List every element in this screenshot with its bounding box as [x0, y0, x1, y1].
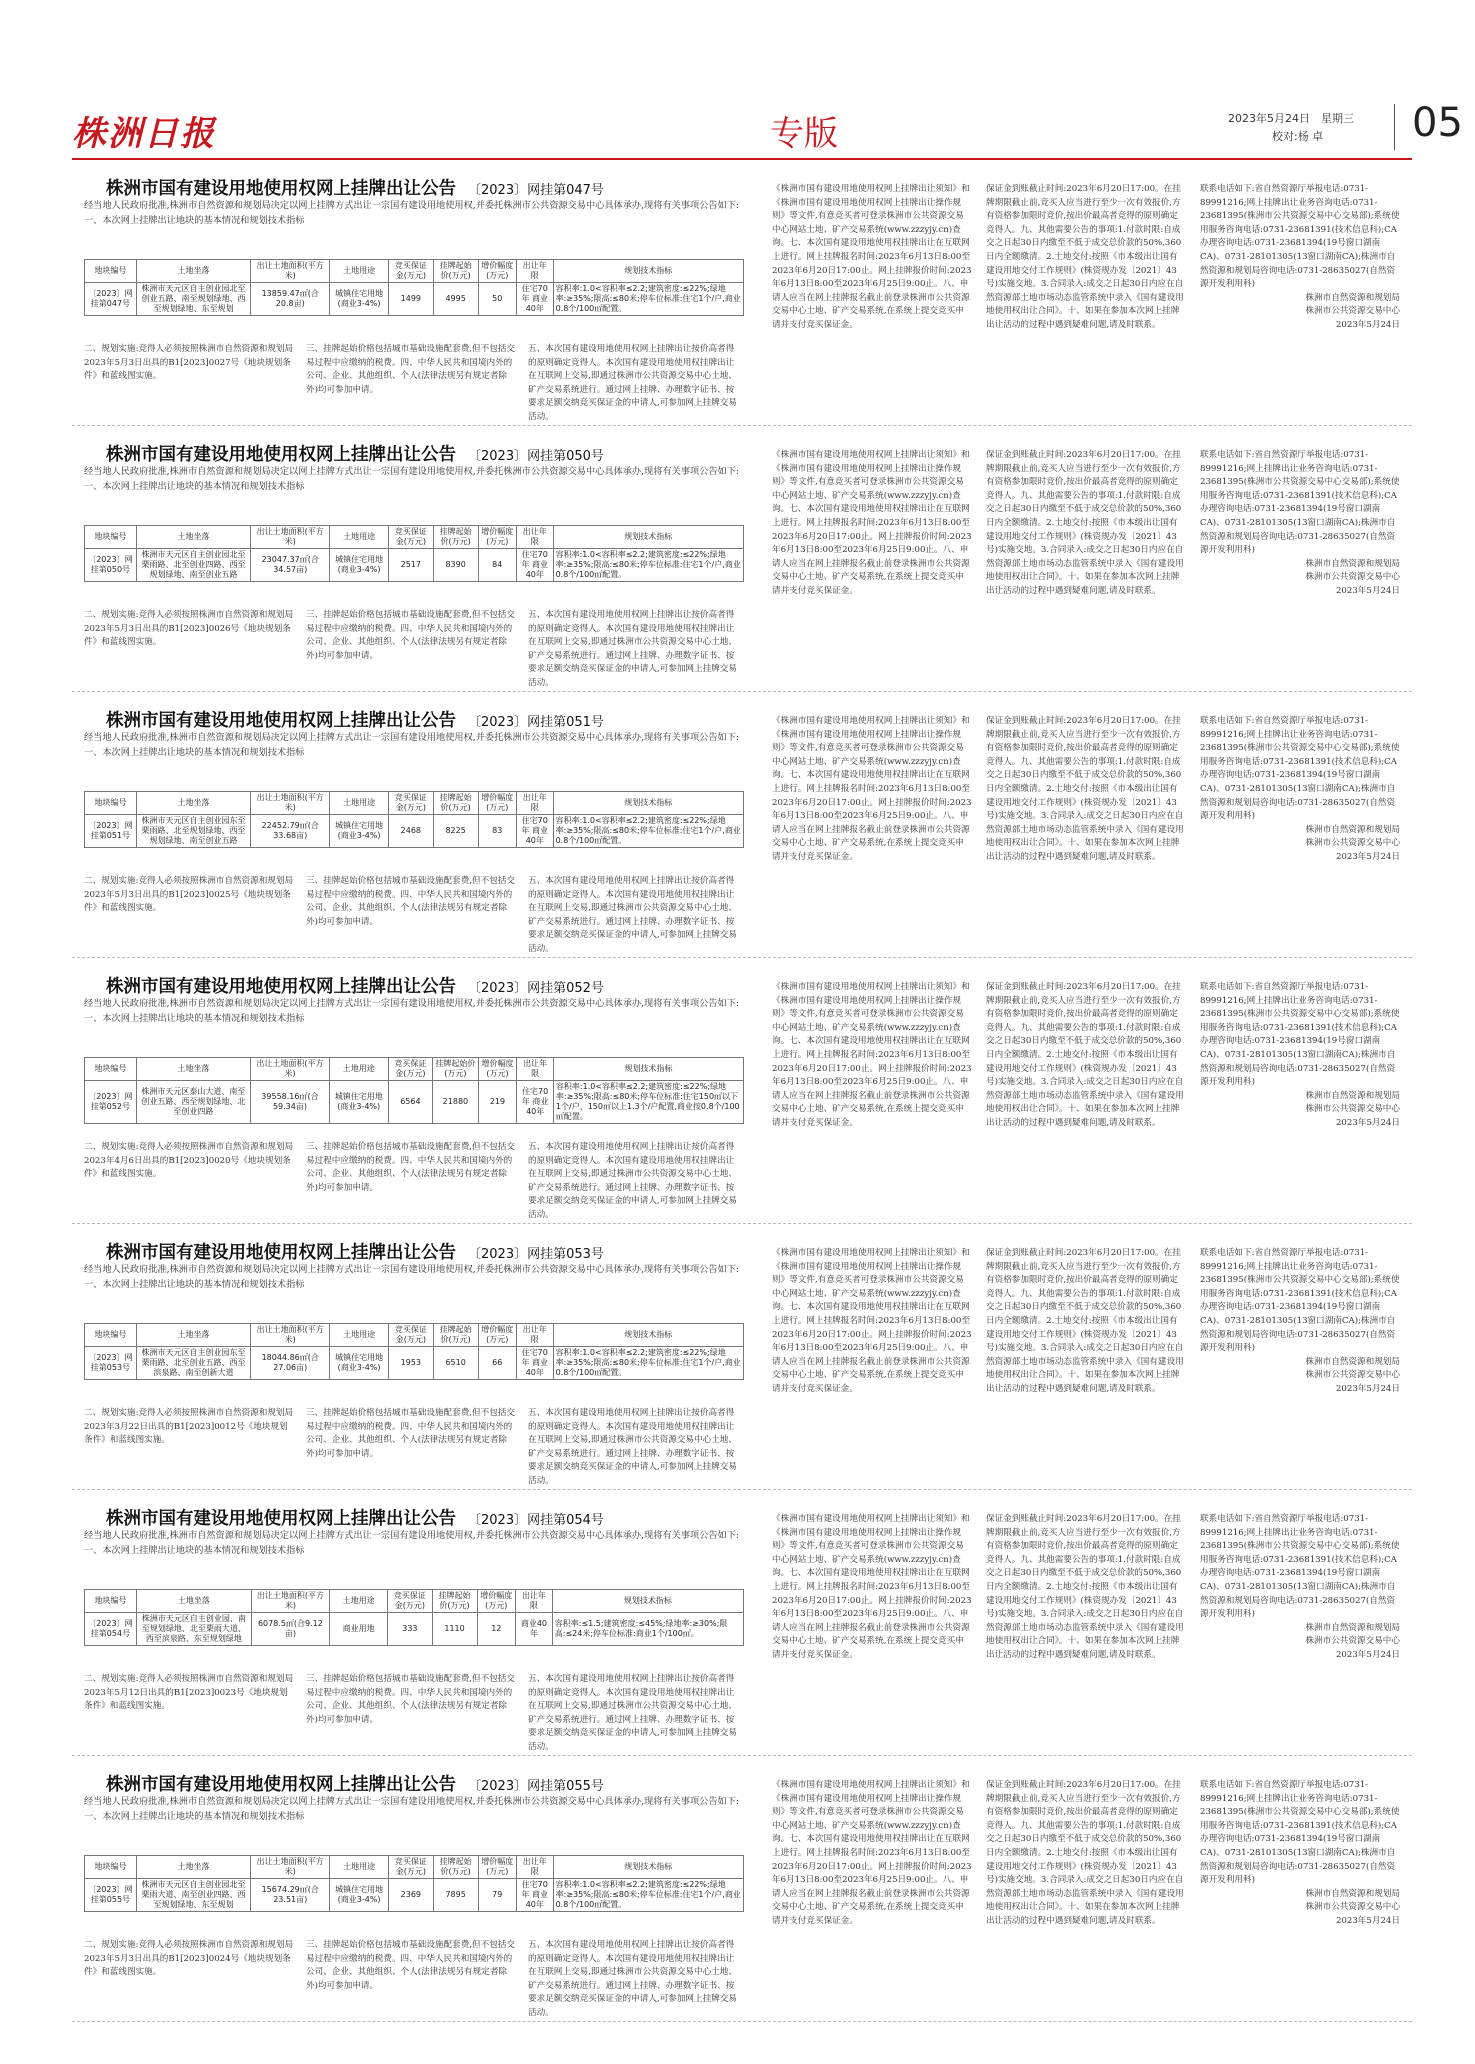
right-column: 《株洲市国有建设用地使用权网上挂牌出让须知》和《株洲市国有建设用地使用权网上挂牌出让操作规则》等文件,有意竞买者可登录株洲市公共资源交易中心网站土地、矿产交易系统(www.zzzyjy.cn)查询。七、本次国有建设用地使用权挂牌出让在互联网上进行。网上挂牌报名时间:2023年6月13日8:00至2023年6月20日17:00止。网上挂牌报价时间:2023年6月13日8:00至2023年6月25日9:00止。八、申请人应当在网上挂牌报名截止前登录株洲市公共资源交易中心土地、矿产交易系统,在系统上提交竞买申请并支付竞买保证金。: [772, 1514, 972, 1660]
issuer-name: 株洲市公共资源交易中心: [1305, 306, 1400, 317]
issuer-name: 株洲市自然资源和规划局: [1305, 1888, 1400, 1899]
table-cell: 城镇住宅用地(商业3-4%): [330, 1347, 389, 1380]
intro-text: 经当地人民政府批准,株洲市自然资源和规划局决定以网上挂牌方式出让一宗国有建设用地使用权,并委托株洲市公共资源交易中心具体承办,现将有关事项公告如下:: [84, 732, 739, 743]
table-cell: 城镇住宅用地(商业3-4%): [329, 1081, 388, 1124]
notice-intro: [84, 1263, 744, 1292]
notice-title: 株洲市国有建设用地使用权网上挂牌出让公告 〔2023〕网挂第055号: [106, 1775, 604, 1795]
table-cell: 22452.79㎡(合33.68亩): [251, 815, 330, 848]
body-column: 五、本次国有建设用地使用权网上挂牌出让按价高者得的原则确定竞得人。本次国有建设用地使用权挂牌出让在互联网上交易,即通过株洲市公共资源交易中心土地、矿产交易系统进行。通过网上挂牌、办理数字证书、按要求足额交纳竞买保证金的申请人,可参加网上挂牌交易活动。: [528, 1408, 737, 1486]
table-header-cell: 挂牌起始价(万元): [433, 1856, 478, 1879]
notice-code: 〔2023〕网挂第047号: [468, 183, 604, 198]
table-cell: 21880: [433, 1081, 478, 1124]
contact-info: 联系电话如下:省自然资源厅举报电话:0731-89991216;网上挂牌出让业务咨询电话:0731-23681395(株洲市公共资源交易中心交易部);系统使用服务咨询电话:0731-23681391(技术信息科);CA办理咨询电话:0731-23681394(19号窗口湖南CA)、0731-28101305(13窗口湖南CA);株洲市自然资源和规划局咨询电话:0731-28635027(自然资源开发利用科): [1200, 1514, 1400, 1620]
table-cell: 23047.37㎡(合34.57亩): [251, 549, 330, 582]
table-cell: 〔2023〕网挂第047号: [85, 283, 137, 316]
notice-title: 株洲市国有建设用地使用权网上挂牌出让公告 〔2023〕网挂第052号: [106, 977, 604, 997]
intro-text: 经当地人民政府批准,株洲市自然资源和规划局决定以网上挂牌方式出让一宗国有建设用地使用权,并委托株洲市公共资源交易中心具体承办,现将有关事项公告如下:: [84, 200, 739, 211]
table-header-cell: 土地用途: [330, 1856, 389, 1879]
table-header-cell: 出让土地面积(平方米): [251, 526, 330, 549]
issue-date: 2023年5月24日: [1335, 319, 1400, 330]
table-header-cell: 出让年限: [517, 792, 554, 815]
table-cell: 18044.86㎡(合27.06亩): [251, 1347, 330, 1380]
table-header-row: [85, 1856, 744, 1879]
land-table: [84, 1589, 744, 1646]
table-header-row: [85, 1324, 744, 1347]
notice-title: 株洲市国有建设用地使用权网上挂牌出让公告 〔2023〕网挂第054号: [106, 1509, 604, 1529]
notice-intro: [84, 1529, 744, 1558]
contact-info: 联系电话如下:省自然资源厅举报电话:0731-89991216;网上挂牌出让业务咨询电话:0731-23681395(株洲市公共资源交易中心交易部);系统使用服务咨询电话:0731-23681391(技术信息科);CA办理咨询电话:0731-23681394(19号窗口湖南CA)、0731-28101305(13窗口湖南CA);株洲市自然资源和规划局咨询电话:0731-28635027(自然资源开发利用科): [1200, 982, 1400, 1088]
land-notice: [72, 1495, 1412, 1756]
table-row: [85, 1081, 744, 1124]
land-notice: [72, 1761, 1412, 2022]
table-cell: 333: [388, 1613, 432, 1646]
table-cell: 6510: [433, 1347, 478, 1380]
land-table: [84, 1057, 744, 1124]
table-cell: 城镇住宅用地(商业3-4%): [330, 1879, 389, 1912]
table-header-cell: 增价幅度(万元): [477, 1590, 516, 1613]
table-cell: 1499: [388, 283, 433, 316]
contact-info: 联系电话如下:省自然资源厅举报电话:0731-89991216;网上挂牌出让业务咨询电话:0731-23681395(株洲市公共资源交易中心交易部);系统使用服务咨询电话:0731-23681391(技术信息科);CA办理咨询电话:0731-23681394(19号窗口湖南CA)、0731-28101305(13窗口湖南CA);株洲市自然资源和规划局咨询电话:0731-28635027(自然资源开发利用科): [1200, 184, 1400, 290]
issuer-name: 株洲市自然资源和规划局: [1305, 1356, 1400, 1367]
contact-info: 联系电话如下:省自然资源厅举报电话:0731-89991216;网上挂牌出让业务咨询电话:0731-23681395(株洲市公共资源交易中心交易部);系统使用服务咨询电话:0731-23681391(技术信息科);CA办理咨询电话:0731-23681394(19号窗口湖南CA)、0731-28101305(13窗口湖南CA);株洲市自然资源和规划局咨询电话:0731-28635027(自然资源开发利用科): [1200, 450, 1400, 556]
notice-intro: [84, 997, 744, 1026]
table-row: [85, 283, 744, 316]
table-cell: 容积率:≤1.5;建筑密度:≤45%;绿地率:≥30%;限高:≤24米;停车位标准:商业1个/100㎡。: [552, 1613, 743, 1646]
body-column: 三、挂牌起始价格包括城市基础设施配套费,但不包括交易过程中应缴纳的税费。四、中华人民共和国境内外的公司、企业、其他组织、个人(法律法规另有规定者除外)均可参加申请。: [306, 1940, 515, 1991]
table-header-cell: 土地坐落: [136, 1856, 250, 1879]
table-cell: 住宅70年 商业40年: [517, 815, 554, 848]
table-header-cell: 竞买保证金(万元): [388, 526, 433, 549]
table-header-cell: 挂牌起始价(万元): [433, 526, 478, 549]
right-column: 《株洲市国有建设用地使用权网上挂牌出让须知》和《株洲市国有建设用地使用权网上挂牌出让操作规则》等文件,有意竞买者可登录株洲市公共资源交易中心网站土地、矿产交易系统(www.zzzyjy.cn)查询。七、本次国有建设用地使用权挂牌出让在互联网上进行。网上挂牌报名时间:2023年6月13日8:00至2023年6月20日17:00止。网上挂牌报价时间:2023年6月13日8:00至2023年6月25日9:00止。八、申请人应当在网上挂牌报名截止前登录株洲市公共资源交易中心土地、矿产交易系统,在系统上提交竞买申请并支付竞买保证金。: [772, 1248, 972, 1394]
body-column: 五、本次国有建设用地使用权网上挂牌出让按价高者得的原则确定竞得人。本次国有建设用地使用权挂牌出让在互联网上交易,即通过株洲市公共资源交易中心土地、矿产交易系统进行。通过网上挂牌、办理数字证书、按要求足额交纳竞买保证金的申请人,可参加网上挂牌交易活动。: [528, 610, 737, 688]
table-cell: 城镇住宅用地(商业3-4%): [330, 549, 389, 582]
body-column: [84, 1673, 294, 1714]
table-header-cell: 竞买保证金(万元): [388, 1856, 433, 1879]
notice-intro: [84, 731, 744, 760]
intro-item: 一、本次网上挂牌出让地块的基本情况和规划技术指标: [84, 480, 305, 492]
table-header-cell: 地块编号: [85, 260, 137, 283]
table-header-cell: 土地用途: [330, 1590, 388, 1613]
table-cell: 8390: [433, 549, 478, 582]
right-column: 保证金到账截止时间:2023年6月20日17:00。在挂牌期限截止前,竞买人应当进行至少一次有效报价,方有资格参加限时竞价,按出价最高者竞得的原则确定竞得人。九、其他需要公告的事项:1.付款时限:自成交之日起30日内缴至不低于成交总价款的50%,360日内全额缴清。2.土地交付:按照《市本级出让国有建设用地交付工作规则》(株资规办发〔2021〕43号)实施交地。3.合同录入:成交之日起30日内应在自然资源部土地市场动态监管系统中录入《国有建设用地使用权出让合同》。十、如果在参加本次网上挂牌出让活动的过程中遇到疑难问题,请及时联系。: [986, 1780, 1184, 1926]
table-row: [85, 1347, 744, 1380]
table-cell: 〔2023〕网挂第053号: [85, 1347, 137, 1380]
issuer-name: 株洲市自然资源和规划局: [1305, 1622, 1400, 1633]
body-column: 五、本次国有建设用地使用权网上挂牌出让按价高者得的原则确定竞得人。本次国有建设用地使用权挂牌出让在互联网上交易,即通过株洲市公共资源交易中心土地、矿产交易系统进行。通过网上挂牌、办理数字证书、按要求足额交纳竞买保证金的申请人,可参加网上挂牌交易活动。: [528, 344, 737, 422]
right-column: [1200, 183, 1400, 333]
table-header-cell: 增价幅度(万元): [478, 526, 516, 549]
body-column: 三、挂牌起始价格包括城市基础设施配套费,但不包括交易过程中应缴纳的税费。四、中华人民共和国境内外的公司、企业、其他组织、个人(法律法规另有规定者除外)均可参加申请。: [306, 1674, 515, 1725]
notice-code: 〔2023〕网挂第052号: [468, 981, 604, 996]
notice-title: 株洲市国有建设用地使用权网上挂牌出让公告 〔2023〕网挂第050号: [106, 445, 604, 465]
land-notice: [72, 165, 1412, 426]
right-column: 保证金到账截止时间:2023年6月20日17:00。在挂牌期限截止前,竞买人应当进行至少一次有效报价,方有资格参加限时竞价,按出价最高者竞得的原则确定竞得人。九、其他需要公告的事项:1.付款时限:自成交之日起30日内缴至不低于成交总价款的50%,360日内全额缴清。2.土地交付:按照《市本级出让国有建设用地交付工作规则》(株资规办发〔2021〕43号)实施交地。3.合同录入:成交之日起30日内应在自然资源部土地市场动态监管系统中录入《国有建设用地使用权出让合同》。十、如果在参加本次网上挂牌出让活动的过程中遇到疑难问题,请及时联系。: [986, 1514, 1184, 1660]
table-header-cell: 挂牌起始价(万元): [433, 260, 478, 283]
body-column: 三、挂牌起始价格包括城市基础设施配套费,但不包括交易过程中应缴纳的税费。四、中华人民共和国境内外的公司、企业、其他组织、个人(法律法规另有规定者除外)均可参加申请。: [306, 344, 515, 395]
table-header-row: [85, 260, 744, 283]
table-header-cell: 出让年限: [517, 526, 554, 549]
table-cell: 容积率:1.0<容积率≤2.2;建筑密度:≤22%;绿地率:≥35%;限高:≤80米;停车位标准:住宅1个/户,商业0.8个/100㎡配置。: [553, 283, 743, 316]
table-header-cell: 土地坐落: [136, 1590, 251, 1613]
table-cell: 1110: [432, 1613, 477, 1646]
body-column: [84, 1939, 294, 1980]
table-cell: 株洲市天元区自主创业园北至栗雨大道、南至创业四路、西至规划绿地、东至规划: [136, 1879, 250, 1912]
table-row: [85, 815, 744, 848]
table-cell: 6078.5㎡(合9.12亩): [251, 1613, 329, 1646]
proofreader: 校对:杨 卓: [1272, 130, 1324, 143]
table-cell: 城镇住宅用地(商业3-4%): [330, 283, 389, 316]
body-column: 三、挂牌起始价格包括城市基础设施配套费,但不包括交易过程中应缴纳的税费。四、中华人民共和国境内外的公司、企业、其他组织、个人(法律法规另有规定者除外)均可参加申请。: [306, 1408, 515, 1459]
table-header-cell: 土地用途: [330, 260, 389, 283]
issuer-name: 株洲市公共资源交易中心: [1305, 1902, 1400, 1913]
table-cell: 容积率:1.0<容积率≤2.2;建筑密度:≤22%;绿地率:≥35%;限高:≤80米;停车位标准:住宅1个/户,商业0.8个/100㎡配置。: [553, 1879, 743, 1912]
table-header-cell: 挂牌起始价(万元): [433, 1058, 478, 1081]
table-cell: 39558.16㎡(合59.34亩): [251, 1081, 330, 1124]
table-header-cell: 规划技术指标: [552, 1590, 743, 1613]
table-header-cell: 地块编号: [85, 1324, 137, 1347]
intro-item: 一、本次网上挂牌出让地块的基本情况和规划技术指标: [84, 1810, 305, 1822]
table-header-cell: 挂牌起始价(万元): [432, 1590, 477, 1613]
table-header-cell: 规划技术指标: [553, 526, 743, 549]
table-header-row: [85, 1058, 744, 1081]
newspaper-logo: 株洲日报: [72, 114, 216, 154]
right-column: 《株洲市国有建设用地使用权网上挂牌出让须知》和《株洲市国有建设用地使用权网上挂牌出让操作规则》等文件,有意竞买者可登录株洲市公共资源交易中心网站土地、矿产交易系统(www.zzzyjy.cn)查询。七、本次国有建设用地使用权挂牌出让在互联网上进行。网上挂牌报名时间:2023年6月13日8:00至2023年6月20日17:00止。网上挂牌报价时间:2023年6月13日8:00至2023年6月25日9:00止。八、申请人应当在网上挂牌报名截止前登录株洲市公共资源交易中心土地、矿产交易系统,在系统上提交竞买申请并支付竞买保证金。: [772, 1780, 972, 1926]
table-header-cell: 增价幅度(万元): [478, 260, 516, 283]
right-column: 保证金到账截止时间:2023年6月20日17:00。在挂牌期限截止前,竞买人应当进行至少一次有效报价,方有资格参加限时竞价,按出价最高者竞得的原则确定竞得人。九、其他需要公告的事项:1.付款时限:自成交之日起30日内缴至不低于成交总价款的50%,360日内全额缴清。2.土地交付:按照《市本级出让国有建设用地交付工作规则》(株资规办发〔2021〕43号)实施交地。3.合同录入:成交之日起30日内应在自然资源部土地市场动态监管系统中录入《国有建设用地使用权出让合同》。十、如果在参加本次网上挂牌出让活动的过程中遇到疑难问题,请及时联系。: [986, 184, 1184, 330]
body-column: 五、本次国有建设用地使用权网上挂牌出让按价高者得的原则确定竞得人。本次国有建设用地使用权挂牌出让在互联网上交易,即通过株洲市公共资源交易中心土地、矿产交易系统进行。通过网上挂牌、办理数字证书、按要求足额交纳竞买保证金的申请人,可参加网上挂牌交易活动。: [528, 876, 737, 954]
planning-text: 二、规划实施:竞得人必须按照株洲市自然资源和规划局2023年5月12日出具的B1[2023]0023号《地块规划条件》和蓝线图实施。: [84, 1674, 294, 1712]
notice-code: 〔2023〕网挂第051号: [468, 715, 604, 730]
table-header-cell: 挂牌起始价(万元): [433, 1324, 478, 1347]
table-header-cell: 地块编号: [85, 1590, 137, 1613]
table-header-cell: 出让土地面积(平方米): [251, 260, 330, 283]
right-column: [1200, 1779, 1400, 1929]
table-cell: 株洲市天元区自主创业园、南至规划绿地、北至栗雨大道、西至滨泉路、东至规划绿地: [136, 1613, 251, 1646]
table-cell: 2468: [388, 815, 433, 848]
issuer-name: 株洲市公共资源交易中心: [1305, 1636, 1400, 1647]
table-header-cell: 土地坐落: [136, 260, 250, 283]
table-header-cell: 竞买保证金(万元): [388, 1324, 433, 1347]
table-header-cell: 土地坐落: [136, 792, 250, 815]
table-cell: 66: [478, 1347, 516, 1380]
table-cell: 株洲市天元区自主创业园北至栗雨路、北至创业四路、西至规划绿地、南至创业五路: [136, 549, 250, 582]
right-column: [1200, 1513, 1400, 1663]
issuer-name: 株洲市自然资源和规划局: [1305, 1090, 1400, 1101]
body-column: [84, 875, 294, 916]
intro-text: 经当地人民政府批准,株洲市自然资源和规划局决定以网上挂牌方式出让一宗国有建设用地使用权,并委托株洲市公共资源交易中心具体承办,现将有关事项公告如下:: [84, 1530, 739, 1541]
notice-intro: [84, 465, 744, 494]
table-header-cell: 出让年限: [516, 1590, 553, 1613]
table-cell: 株洲市天元区自主创业园东至栗雨路、北至创业五路、西至滨泉路、南至创新大道: [136, 1347, 250, 1380]
table-header-cell: 地块编号: [85, 1856, 137, 1879]
table-cell: 2517: [388, 549, 433, 582]
table-header-cell: 出让年限: [517, 1058, 554, 1081]
table-header-cell: 土地用途: [330, 526, 389, 549]
table-cell: 6564: [388, 1081, 433, 1124]
table-cell: 〔2023〕网挂第052号: [85, 1081, 137, 1124]
table-header-cell: 出让土地面积(平方米): [251, 1058, 330, 1081]
table-cell: 住宅70年 商业40年: [517, 1879, 554, 1912]
table-cell: 住宅70年 商业40年: [517, 1347, 554, 1380]
land-notice: [72, 697, 1412, 958]
planning-text: 二、规划实施:竞得人必须按照株洲市自然资源和规划局2023年5月3日出具的B1[2023]0027号《地块规划条件》和蓝线图实施。: [84, 344, 294, 382]
right-column: [1200, 449, 1400, 599]
table-header-cell: 土地坐落: [136, 526, 250, 549]
intro-item: 一、本次网上挂牌出让地块的基本情况和规划技术指标: [84, 1544, 305, 1556]
table-cell: 容积率:1.0<容积率≤2.2;建筑密度:≤22%;绿地率:≥35%;限高:≤80米;停车位标准:住宅1个/户,商业0.8个/100㎡配置。: [553, 549, 743, 582]
right-column: 保证金到账截止时间:2023年6月20日17:00。在挂牌期限截止前,竞买人应当进行至少一次有效报价,方有资格参加限时竞价,按出价最高者竞得的原则确定竞得人。九、其他需要公告的事项:1.付款时限:自成交之日起30日内缴至不低于成交总价款的50%,360日内全额缴清。2.土地交付:按照《市本级出让国有建设用地交付工作规则》(株资规办发〔2021〕43号)实施交地。3.合同录入:成交之日起30日内应在自然资源部土地市场动态监管系统中录入《国有建设用地使用权出让合同》。十、如果在参加本次网上挂牌出让活动的过程中遇到疑难问题,请及时联系。: [986, 982, 1184, 1128]
notice-title: 株洲市国有建设用地使用权网上挂牌出让公告 〔2023〕网挂第053号: [106, 1243, 604, 1263]
body-column: [84, 1407, 294, 1448]
issue-date: 2023年5月24日: [1335, 1383, 1400, 1394]
intro-item: 一、本次网上挂牌出让地块的基本情况和规划技术指标: [84, 1012, 305, 1024]
page-number: 05: [1412, 100, 1463, 146]
land-table: [84, 525, 744, 582]
planning-text: 二、规划实施:竞得人必须按照株洲市自然资源和规划局2023年5月3日出具的B1[2023]0025号《地块规划条件》和蓝线图实施。: [84, 876, 294, 914]
table-header-cell: 竞买保证金(万元): [388, 260, 433, 283]
right-column: 《株洲市国有建设用地使用权网上挂牌出让须知》和《株洲市国有建设用地使用权网上挂牌出让操作规则》等文件,有意竞买者可登录株洲市公共资源交易中心网站土地、矿产交易系统(www.zzzyjy.cn)查询。七、本次国有建设用地使用权挂牌出让在互联网上进行。网上挂牌报名时间:2023年6月13日8:00至2023年6月20日17:00止。网上挂牌报价时间:2023年6月13日8:00至2023年6月25日9:00止。八、申请人应当在网上挂牌报名截止前登录株洲市公共资源交易中心土地、矿产交易系统,在系统上提交竞买申请并支付竞买保证金。: [772, 184, 972, 330]
intro-text: 经当地人民政府批准,株洲市自然资源和规划局决定以网上挂牌方式出让一宗国有建设用地使用权,并委托株洲市公共资源交易中心具体承办,现将有关事项公告如下:: [84, 1796, 739, 1807]
table-header-row: [85, 792, 744, 815]
right-column: [1200, 981, 1400, 1131]
table-cell: 容积率:1.0<容积率≤2.2;建筑密度:≤22%;绿地率:≥35%;限高:≤80米;停车位标准:住宅1个/户,商业0.8个/100㎡配置。: [553, 1347, 743, 1380]
table-cell: 住宅70年 商业40年: [517, 1081, 554, 1124]
right-column: 保证金到账截止时间:2023年6月20日17:00。在挂牌期限截止前,竞买人应当进行至少一次有效报价,方有资格参加限时竞价,按出价最高者竞得的原则确定竞得人。九、其他需要公告的事项:1.付款时限:自成交之日起30日内缴至不低于成交总价款的50%,360日内全额缴清。2.土地交付:按照《市本级出让国有建设用地交付工作规则》(株资规办发〔2021〕43号)实施交地。3.合同录入:成交之日起30日内应在自然资源部土地市场动态监管系统中录入《国有建设用地使用权出让合同》。十、如果在参加本次网上挂牌出让活动的过程中遇到疑难问题,请及时联系。: [986, 1248, 1184, 1394]
table-cell: 〔2023〕网挂第050号: [85, 549, 137, 582]
table-cell: 83: [478, 815, 516, 848]
masthead: [72, 100, 1463, 160]
table-header-cell: 竞买保证金(万元): [388, 792, 433, 815]
table-header-cell: 地块编号: [85, 1058, 137, 1081]
table-header-cell: 出让年限: [517, 260, 554, 283]
table-header-cell: 规划技术指标: [553, 260, 743, 283]
table-cell: 15674.29㎡(合23.51亩): [251, 1879, 330, 1912]
table-cell: 株洲市天元区自主创业园东至栗雨路、北至规划绿地、西至规划绿地、南至创业五路: [136, 815, 250, 848]
body-column: [84, 1141, 294, 1182]
issue-date: 2023年5月24日 星期三: [1228, 112, 1354, 125]
table-header-cell: 土地用途: [330, 1324, 389, 1347]
right-column: 《株洲市国有建设用地使用权网上挂牌出让须知》和《株洲市国有建设用地使用权网上挂牌出让操作规则》等文件,有意竞买者可登录株洲市公共资源交易中心网站土地、矿产交易系统(www.zzzyjy.cn)查询。七、本次国有建设用地使用权挂牌出让在互联网上进行。网上挂牌报名时间:2023年6月13日8:00至2023年6月20日17:00止。网上挂牌报价时间:2023年6月13日8:00至2023年6月25日9:00止。八、申请人应当在网上挂牌报名截止前登录株洲市公共资源交易中心土地、矿产交易系统,在系统上提交竞买申请并支付竞买保证金。: [772, 982, 972, 1128]
table-cell: 4995: [433, 283, 478, 316]
body-column: 五、本次国有建设用地使用权网上挂牌出让按价高者得的原则确定竞得人。本次国有建设用地使用权挂牌出让在互联网上交易,即通过株洲市公共资源交易中心土地、矿产交易系统进行。通过网上挂牌、办理数字证书、按要求足额交纳竞买保证金的申请人,可参加网上挂牌交易活动。: [528, 1940, 737, 2018]
issue-date: 2023年5月24日: [1335, 585, 1400, 596]
intro-item: 一、本次网上挂牌出让地块的基本情况和规划技术指标: [84, 214, 305, 226]
table-cell: 〔2023〕网挂第054号: [85, 1613, 137, 1646]
issuer-name: 株洲市公共资源交易中心: [1305, 1104, 1400, 1115]
land-notice: [72, 963, 1412, 1224]
issue-date: 2023年5月24日: [1335, 851, 1400, 862]
intro-item: 一、本次网上挂牌出让地块的基本情况和规划技术指标: [84, 746, 305, 758]
land-notice: [72, 431, 1412, 692]
notice-code: 〔2023〕网挂第050号: [468, 449, 604, 464]
table-header-row: [85, 1590, 744, 1613]
table-cell: 50: [478, 283, 516, 316]
table-cell: 79: [478, 1879, 516, 1912]
right-column: 保证金到账截止时间:2023年6月20日17:00。在挂牌期限截止前,竞买人应当进行至少一次有效报价,方有资格参加限时竞价,按出价最高者竞得的原则确定竞得人。九、其他需要公告的事项:1.付款时限:自成交之日起30日内缴至不低于成交总价款的50%,360日内全额缴清。2.土地交付:按照《市本级出让国有建设用地交付工作规则》(株资规办发〔2021〕43号)实施交地。3.合同录入:成交之日起30日内应在自然资源部土地市场动态监管系统中录入《国有建设用地使用权出让合同》。十、如果在参加本次网上挂牌出让活动的过程中遇到疑难问题,请及时联系。: [986, 450, 1184, 596]
right-column: 《株洲市国有建设用地使用权网上挂牌出让须知》和《株洲市国有建设用地使用权网上挂牌出让操作规则》等文件,有意竞买者可登录株洲市公共资源交易中心网站土地、矿产交易系统(www.zzzyjy.cn)查询。七、本次国有建设用地使用权挂牌出让在互联网上进行。网上挂牌报名时间:2023年6月13日8:00至2023年6月20日17:00止。网上挂牌报价时间:2023年6月13日8:00至2023年6月25日9:00止。八、申请人应当在网上挂牌报名截止前登录株洲市公共资源交易中心土地、矿产交易系统,在系统上提交竞买申请并支付竞买保证金。: [772, 716, 972, 862]
table-header-cell: 地块编号: [85, 792, 137, 815]
table-header-cell: 出让土地面积(平方米): [251, 1324, 330, 1347]
issuer-name: 株洲市公共资源交易中心: [1305, 1370, 1400, 1381]
table-header-cell: 竞买保证金(万元): [388, 1058, 433, 1081]
section-title: 专版: [770, 114, 838, 154]
table-cell: 〔2023〕网挂第051号: [85, 815, 137, 848]
table-cell: 〔2023〕网挂第055号: [85, 1879, 137, 1912]
issue-date: 2023年5月24日: [1335, 1649, 1400, 1660]
table-cell: 7895: [433, 1879, 478, 1912]
table-cell: 住宅70年 商业40年: [517, 549, 554, 582]
issue-date: 2023年5月24日: [1335, 1117, 1400, 1128]
table-header-cell: 规划技术指标: [553, 1324, 743, 1347]
table-cell: 2369: [388, 1879, 433, 1912]
planning-text: 二、规划实施:竞得人必须按照株洲市自然资源和规划局2023年3月22日出具的B1[2023]0012号《地块规划条件》和蓝线图实施。: [84, 1408, 294, 1446]
table-header-cell: 土地坐落: [136, 1058, 250, 1081]
table-cell: 8225: [433, 815, 478, 848]
issuer-name: 株洲市自然资源和规划局: [1305, 292, 1400, 303]
table-row: [85, 1613, 744, 1646]
table-header-cell: 规划技术指标: [553, 792, 743, 815]
intro-item: 一、本次网上挂牌出让地块的基本情况和规划技术指标: [84, 1278, 305, 1290]
table-cell: 1953: [388, 1347, 433, 1380]
body-column: 五、本次国有建设用地使用权网上挂牌出让按价高者得的原则确定竞得人。本次国有建设用地使用权挂牌出让在互联网上交易,即通过株洲市公共资源交易中心土地、矿产交易系统进行。通过网上挂牌、办理数字证书、按要求足额交纳竞买保证金的申请人,可参加网上挂牌交易活动。: [528, 1142, 737, 1220]
body-column: [84, 609, 294, 650]
intro-text: 经当地人民政府批准,株洲市自然资源和规划局决定以网上挂牌方式出让一宗国有建设用地使用权,并委托株洲市公共资源交易中心具体承办,现将有关事项公告如下:: [84, 998, 739, 1009]
table-header-cell: 增价幅度(万元): [478, 1856, 516, 1879]
table-header-cell: 出让年限: [517, 1324, 554, 1347]
table-cell: 商业用地: [330, 1613, 388, 1646]
table-cell: 容积率:1.0<容积率≤2.2;建筑密度:≤22%;绿地率:≥35%;限高:≤80米;停车位标准:住宅1个/户,商业0.8个/100㎡配置。: [553, 815, 743, 848]
intro-text: 经当地人民政府批准,株洲市自然资源和规划局决定以网上挂牌方式出让一宗国有建设用地使用权,并委托株洲市公共资源交易中心具体承办,现将有关事项公告如下:: [84, 1264, 739, 1275]
table-header-cell: 土地坐落: [136, 1324, 250, 1347]
table-header-cell: 地块编号: [85, 526, 137, 549]
notice-code: 〔2023〕网挂第054号: [468, 1513, 604, 1528]
land-notice: [72, 1229, 1412, 1490]
table-header-cell: 增价幅度(万元): [478, 792, 516, 815]
land-table: [84, 259, 744, 316]
table-cell: 84: [478, 549, 516, 582]
table-cell: 株洲市天元区泰山大道、南至创业五路、西至规划绿地、北至创业四路: [136, 1081, 250, 1124]
contact-info: 联系电话如下:省自然资源厅举报电话:0731-89991216;网上挂牌出让业务咨询电话:0731-23681395(株洲市公共资源交易中心交易部);系统使用服务咨询电话:0731-23681391(技术信息科);CA办理咨询电话:0731-23681394(19号窗口湖南CA)、0731-28101305(13窗口湖南CA);株洲市自然资源和规划局咨询电话:0731-28635027(自然资源开发利用科): [1200, 1780, 1400, 1886]
planning-text: 二、规划实施:竞得人必须按照株洲市自然资源和规划局2023年4月6日出具的B1[2023]0020号《地块规划条件》和蓝线图实施。: [84, 1142, 294, 1180]
right-column: [1200, 715, 1400, 865]
table-header-cell: 土地用途: [329, 1058, 388, 1081]
land-table: [84, 791, 744, 848]
table-cell: 12: [477, 1613, 516, 1646]
table-cell: 容积率:1.0<容积率≤2.2;建筑密度:≤22%;绿地率:≥35%;限高:≤80米;停车位标准:住宅150㎡以下1个/户、150㎡以上1.3个/户配置,商业按0.8个/100㎡配置。: [553, 1081, 743, 1124]
table-cell: 13859.47㎡(合20.8亩): [251, 283, 330, 316]
right-column: [1200, 1247, 1400, 1397]
table-header-cell: 增价幅度(万元): [478, 1058, 517, 1081]
issuer-name: 株洲市自然资源和规划局: [1305, 558, 1400, 569]
table-header-cell: 土地用途: [330, 792, 389, 815]
planning-text: 二、规划实施:竞得人必须按照株洲市自然资源和规划局2023年5月3日出具的B1[2023]0026号《地块规划条件》和蓝线图实施。: [84, 610, 294, 648]
table-header-cell: 出让年限: [517, 1856, 554, 1879]
table-header-cell: 出让土地面积(平方米): [251, 1590, 329, 1613]
intro-text: 经当地人民政府批准,株洲市自然资源和规划局决定以网上挂牌方式出让一宗国有建设用地使用权,并委托株洲市公共资源交易中心具体承办,现将有关事项公告如下:: [84, 466, 739, 477]
table-header-cell: 出让土地面积(平方米): [251, 792, 330, 815]
body-column: 三、挂牌起始价格包括城市基础设施配套费,但不包括交易过程中应缴纳的税费。四、中华人民共和国境内外的公司、企业、其他组织、个人(法律法规另有规定者除外)均可参加申请。: [306, 1142, 515, 1193]
land-table: [84, 1855, 744, 1912]
body-column: 三、挂牌起始价格包括城市基础设施配套费,但不包括交易过程中应缴纳的税费。四、中华人民共和国境内外的公司、企业、其他组织、个人(法律法规另有规定者除外)均可参加申请。: [306, 876, 515, 927]
page-number-divider: [1394, 104, 1395, 150]
table-cell: 商业40年: [516, 1613, 553, 1646]
right-column: 《株洲市国有建设用地使用权网上挂牌出让须知》和《株洲市国有建设用地使用权网上挂牌出让操作规则》等文件,有意竞买者可登录株洲市公共资源交易中心网站土地、矿产交易系统(www.zzzyjy.cn)查询。七、本次国有建设用地使用权挂牌出让在互联网上进行。网上挂牌报名时间:2023年6月13日8:00至2023年6月20日17:00止。网上挂牌报价时间:2023年6月13日8:00至2023年6月25日9:00止。八、申请人应当在网上挂牌报名截止前登录株洲市公共资源交易中心土地、矿产交易系统,在系统上提交竞买申请并支付竞买保证金。: [772, 450, 972, 596]
contact-info: 联系电话如下:省自然资源厅举报电话:0731-89991216;网上挂牌出让业务咨询电话:0731-23681395(株洲市公共资源交易中心交易部);系统使用服务咨询电话:0731-23681391(技术信息科);CA办理咨询电话:0731-23681394(19号窗口湖南CA)、0731-28101305(13窗口湖南CA);株洲市自然资源和规划局咨询电话:0731-28635027(自然资源开发利用科): [1200, 1248, 1400, 1354]
table-row: [85, 1879, 744, 1912]
table-header-cell: 规划技术指标: [553, 1856, 743, 1879]
table-header-cell: 竞买保证金(万元): [388, 1590, 432, 1613]
body-column: [84, 343, 294, 384]
issue-date: 2023年5月24日: [1335, 1915, 1400, 1926]
table-cell: 219: [478, 1081, 517, 1124]
land-table: [84, 1323, 744, 1380]
contact-info: 联系电话如下:省自然资源厅举报电话:0731-89991216;网上挂牌出让业务咨询电话:0731-23681395(株洲市公共资源交易中心交易部);系统使用服务咨询电话:0731-23681391(技术信息科);CA办理咨询电话:0731-23681394(19号窗口湖南CA)、0731-28101305(13窗口湖南CA);株洲市自然资源和规划局咨询电话:0731-28635027(自然资源开发利用科): [1200, 716, 1400, 822]
notice-title: 株洲市国有建设用地使用权网上挂牌出让公告 〔2023〕网挂第051号: [106, 711, 604, 731]
body-column: 三、挂牌起始价格包括城市基础设施配套费,但不包括交易过程中应缴纳的税费。四、中华人民共和国境内外的公司、企业、其他组织、个人(法律法规另有规定者除外)均可参加申请。: [306, 610, 515, 661]
table-header-cell: 增价幅度(万元): [478, 1324, 516, 1347]
table-header-cell: 规划技术指标: [553, 1058, 743, 1081]
notice-code: 〔2023〕网挂第055号: [468, 1779, 604, 1794]
table-cell: 城镇住宅用地(商业3-4%): [330, 815, 389, 848]
notice-intro: [84, 1795, 744, 1824]
table-header-cell: 出让土地面积(平方米): [251, 1856, 330, 1879]
notice-title: 株洲市国有建设用地使用权网上挂牌出让公告 〔2023〕网挂第047号: [106, 179, 604, 199]
notice-code: 〔2023〕网挂第053号: [468, 1247, 604, 1262]
body-column: 五、本次国有建设用地使用权网上挂牌出让按价高者得的原则确定竞得人。本次国有建设用地使用权挂牌出让在互联网上交易,即通过株洲市公共资源交易中心土地、矿产交易系统进行。通过网上挂牌、办理数字证书、按要求足额交纳竞买保证金的申请人,可参加网上挂牌交易活动。: [528, 1674, 737, 1752]
planning-text: 二、规划实施:竞得人必须按照株洲市自然资源和规划局2023年5月3日出具的B1[2023]0024号《地块规划条件》和蓝线图实施。: [84, 1940, 294, 1978]
table-header-cell: 挂牌起始价(万元): [433, 792, 478, 815]
table-cell: 住宅70年 商业40年: [517, 283, 554, 316]
table-row: [85, 549, 744, 582]
issuer-name: 株洲市自然资源和规划局: [1305, 824, 1400, 835]
table-header-row: [85, 526, 744, 549]
notice-intro: [84, 199, 744, 228]
issuer-name: 株洲市公共资源交易中心: [1305, 838, 1400, 849]
right-column: 保证金到账截止时间:2023年6月20日17:00。在挂牌期限截止前,竞买人应当进行至少一次有效报价,方有资格参加限时竞价,按出价最高者竞得的原则确定竞得人。九、其他需要公告的事项:1.付款时限:自成交之日起30日内缴至不低于成交总价款的50%,360日内全额缴清。2.土地交付:按照《市本级出让国有建设用地交付工作规则》(株资规办发〔2021〕43号)实施交地。3.合同录入:成交之日起30日内应在自然资源部土地市场动态监管系统中录入《国有建设用地使用权出让合同》。十、如果在参加本次网上挂牌出让活动的过程中遇到疑难问题,请及时联系。: [986, 716, 1184, 862]
issuer-name: 株洲市公共资源交易中心: [1305, 572, 1400, 583]
table-cell: 株洲市天元区自主创业园北至创业五路、南至规划绿地、西至规划绿地、东至规划: [136, 283, 250, 316]
